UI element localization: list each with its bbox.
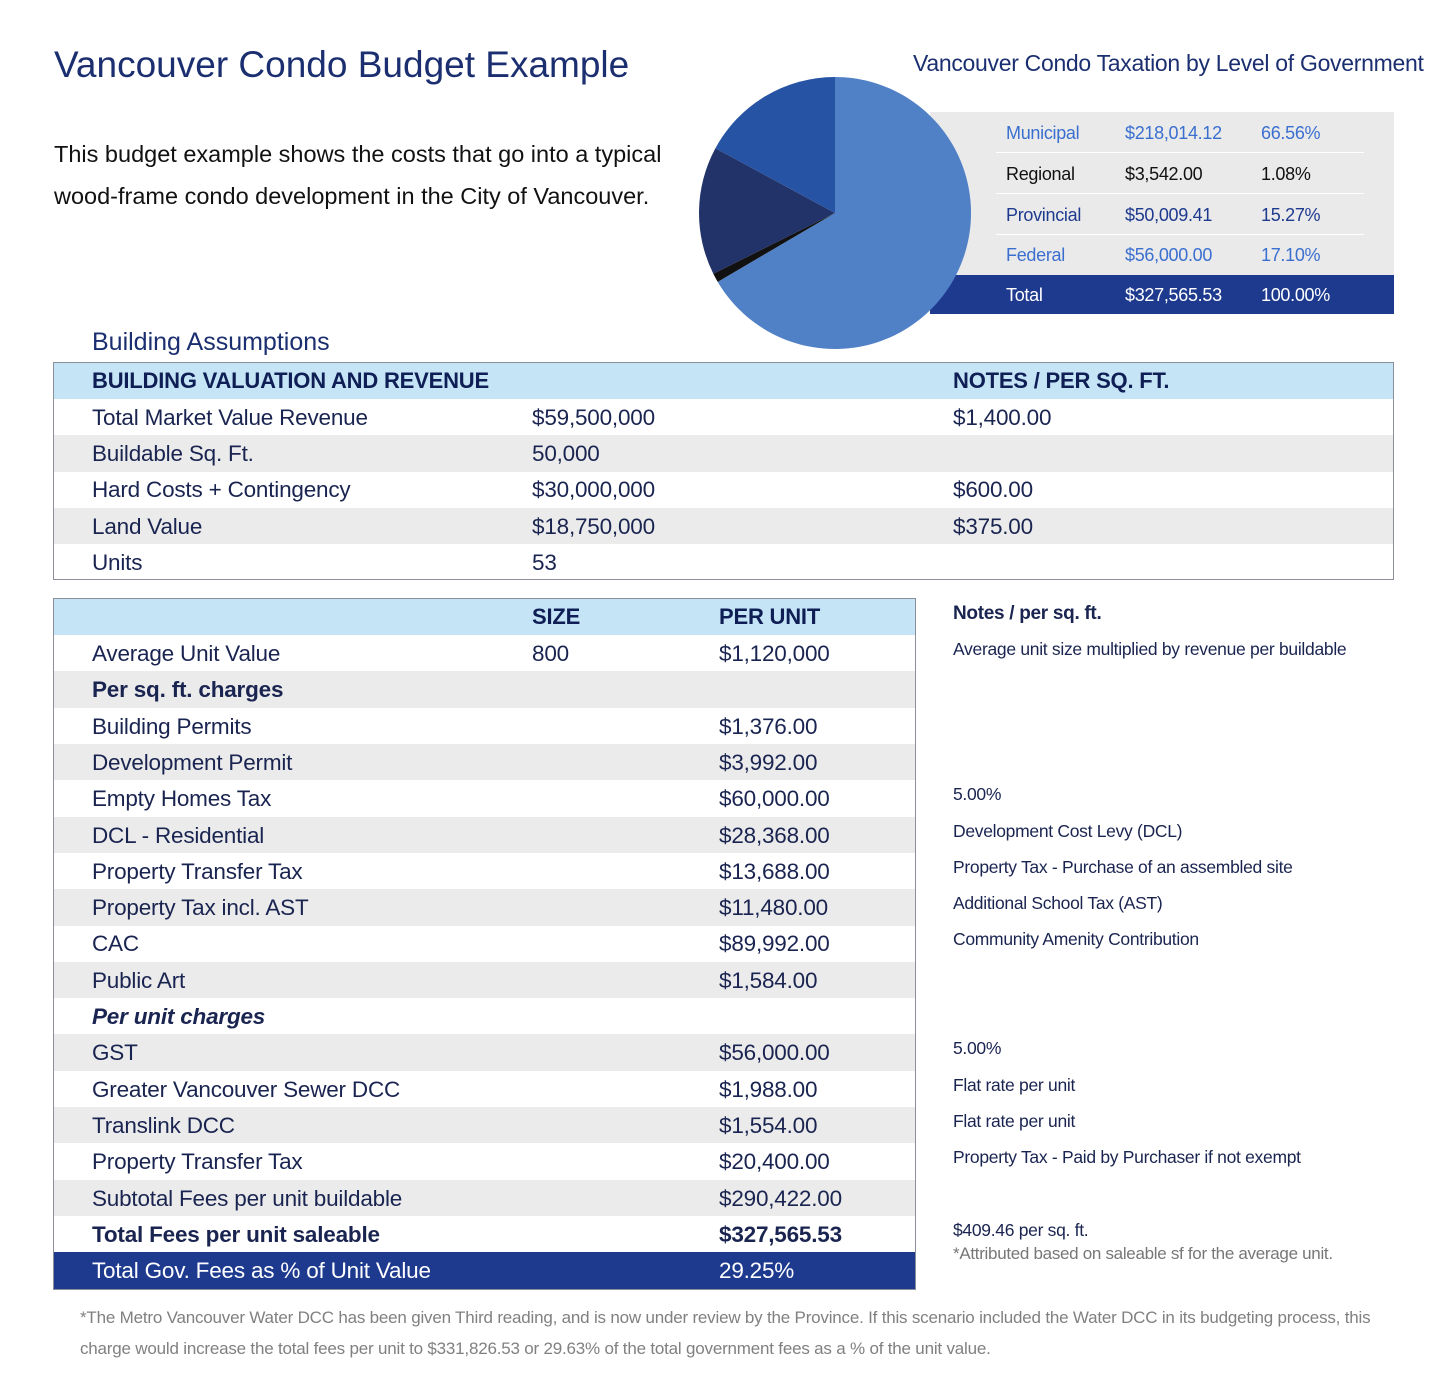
row-note: 5.00%: [953, 1038, 1002, 1059]
tax-by-level-table: [930, 112, 1394, 314]
cell-item: Property Tax incl. AST: [92, 895, 309, 921]
cell-item: GST: [92, 1040, 138, 1066]
cell-note: $1,400.00: [953, 405, 1052, 430]
cell-per-unit: $1,554.00: [719, 1112, 818, 1138]
row-note: *Attributed based on saleable sf for the average unit.: [953, 1244, 1333, 1264]
tax-pct: 15.27%: [1261, 205, 1321, 225]
cell-per-unit: $89,992.00: [719, 931, 830, 957]
tax-row-federal: [930, 234, 1394, 275]
table-row: [54, 1071, 915, 1108]
row-note: Flat rate per unit: [953, 1110, 1076, 1131]
cell-value: $30,000,000: [532, 477, 655, 503]
cell-item: Buildable Sq. Ft.: [92, 441, 254, 467]
cell-item: Subtotal Fees per unit buildable: [92, 1185, 403, 1211]
cell-value: 53: [532, 549, 557, 575]
table-row: [54, 1107, 915, 1144]
row-note: Development Cost Levy (DCL): [953, 820, 1183, 841]
cell-per-unit: $60,000.00: [719, 786, 830, 812]
tax-level: Provincial: [1006, 205, 1082, 225]
tax-row-provincial: [930, 194, 1394, 235]
cell-size: 800: [532, 641, 569, 666]
row-note: Additional School Tax (AST): [953, 893, 1163, 914]
cell-per-unit: $1,376.00: [719, 713, 818, 739]
cell-item: Property Transfer Tax: [92, 1149, 303, 1175]
cell-item: Development Permit: [92, 749, 293, 775]
taxation-pie-chart: [690, 68, 980, 358]
table-row: [54, 399, 1393, 436]
table-row: [54, 708, 915, 745]
tax-row-total: [930, 275, 1394, 314]
cell-item: Total Fees per unit saleable: [92, 1221, 380, 1247]
cell-value: $59,500,000: [532, 405, 655, 430]
row-note: Community Amenity Contribution: [953, 929, 1199, 950]
tax-amount: $327,565.53: [1125, 285, 1222, 305]
cell-item: Public Art: [92, 967, 186, 993]
row-note: Flat rate per unit: [953, 1074, 1076, 1095]
fees-table: [53, 598, 916, 1290]
header-cell: PER UNIT: [719, 604, 821, 629]
footnote: *The Metro Vancouver Water DCC has been given Third reading, and is now under review by the Province. If this scenario included the Water DCC in its budgeting process, this charge would increase the total fees per unit to $331,826.53 or 29.63% of the total government fees as a % of the unit value.: [80, 1308, 1371, 1358]
tax-pct: 17.10%: [1261, 245, 1321, 265]
cell-per-unit: $11,480.00: [719, 895, 828, 921]
cell-per-unit: $290,422.00: [719, 1185, 842, 1211]
cell-value: $18,750,000: [532, 513, 655, 539]
table-row: [54, 780, 915, 817]
row-note: $409.46 per sq. ft.: [953, 1219, 1089, 1240]
tax-pct: 66.56%: [1261, 123, 1321, 143]
table-row: [54, 1216, 915, 1253]
tax-amount: $50,009.41: [1125, 205, 1213, 225]
notes-header: Notes / per sq. ft.: [953, 603, 1102, 624]
table-header: [54, 363, 1393, 399]
table-row: [54, 998, 915, 1035]
tax-level: Total: [1006, 285, 1043, 305]
cell-note: $600.00: [953, 477, 1033, 503]
table-header: [54, 599, 915, 635]
tax-amount: $218,014.12: [1125, 123, 1222, 143]
pie-title: Vancouver Condo Taxation by Level of Government: [913, 50, 1424, 76]
table-row: [54, 435, 1393, 472]
cell-item: Property Transfer Tax: [92, 858, 303, 884]
tax-row-municipal: [930, 112, 1394, 153]
cell-item: Total Gov. Fees as % of Unit Value: [92, 1258, 431, 1284]
header-cell: BUILDING VALUATION AND REVENUE: [92, 368, 489, 393]
tax-level: Regional: [1006, 164, 1075, 184]
table-row: [54, 1034, 915, 1071]
cell-per-unit: $1,988.00: [719, 1076, 818, 1102]
cell-item: Total Market Value Revenue: [92, 405, 368, 430]
tax-level: Municipal: [1006, 123, 1080, 143]
cell-item: Greater Vancouver Sewer DCC: [92, 1076, 401, 1102]
table-row: [54, 1180, 915, 1217]
table-row: [54, 508, 1393, 545]
row-note: 5.00%: [953, 784, 1002, 805]
cell-item: Units: [92, 549, 143, 575]
table-row: [54, 744, 915, 781]
cell-note: $375.00: [953, 513, 1033, 539]
tax-amount: $3,542.00: [1125, 164, 1203, 184]
cell-item: Empty Homes Tax: [92, 786, 272, 812]
tax-pct: 1.08%: [1261, 164, 1311, 184]
table-row: [54, 853, 915, 890]
building-valuation-table: [53, 362, 1394, 580]
cell-item: Translink DCC: [92, 1112, 235, 1138]
tax-pct: 100.00%: [1261, 285, 1330, 305]
tax-level: Federal: [1006, 245, 1065, 265]
table-row: [54, 635, 915, 672]
table-row: [54, 1143, 915, 1180]
table-row: [54, 817, 915, 854]
cell-value: 50,000: [532, 441, 600, 467]
cell-per-unit: 29.25%: [719, 1258, 795, 1284]
table-row: [54, 962, 915, 999]
cell-item: Land Value: [92, 513, 203, 539]
tax-row-regional: [930, 153, 1394, 194]
cell-item: Per unit charges: [92, 1004, 266, 1029]
cell-per-unit: $56,000.00: [719, 1040, 830, 1066]
cell-per-unit: $3,992.00: [719, 749, 818, 775]
table-row: [54, 1252, 915, 1289]
cell-per-unit: $13,688.00: [719, 858, 830, 884]
cell-per-unit: $1,120,000: [719, 641, 830, 666]
cell-item: Per sq. ft. charges: [92, 677, 284, 703]
table-row: [54, 671, 915, 708]
cell-item: Building Permits: [92, 713, 252, 739]
table-row: [54, 471, 1393, 508]
building-assumptions-label: Building Assumptions: [92, 328, 330, 356]
cell-item: CAC: [92, 931, 139, 957]
header-cell: SIZE: [532, 604, 581, 629]
tax-amount: $56,000.00: [1125, 245, 1213, 265]
cell-per-unit: $20,400.00: [719, 1149, 830, 1175]
row-note: Property Tax - Purchase of an assembled site: [953, 856, 1293, 877]
intro-paragraph: This budget example shows the costs that go into a typical wood-frame condo development in the City of Vancouver.: [54, 141, 662, 209]
row-note: Property Tax - Paid by Purchaser if not exempt: [953, 1147, 1301, 1168]
row-note: Average unit size multiplied by revenue per buildable: [953, 639, 1347, 659]
cell-per-unit: $28,368.00: [719, 822, 830, 848]
cell-per-unit: $1,584.00: [719, 967, 818, 993]
table-row: [54, 889, 915, 926]
table-row: [54, 544, 1393, 581]
cell-item: Hard Costs + Contingency: [92, 477, 351, 503]
cell-per-unit: $327,565.53: [719, 1221, 842, 1247]
cell-item: DCL - Residential: [92, 822, 265, 848]
table-row: [54, 925, 915, 962]
page-title: Vancouver Condo Budget Example: [54, 44, 630, 85]
cell-item: Average Unit Value: [92, 641, 281, 666]
header-cell: NOTES / PER SQ. FT.: [953, 368, 1170, 393]
